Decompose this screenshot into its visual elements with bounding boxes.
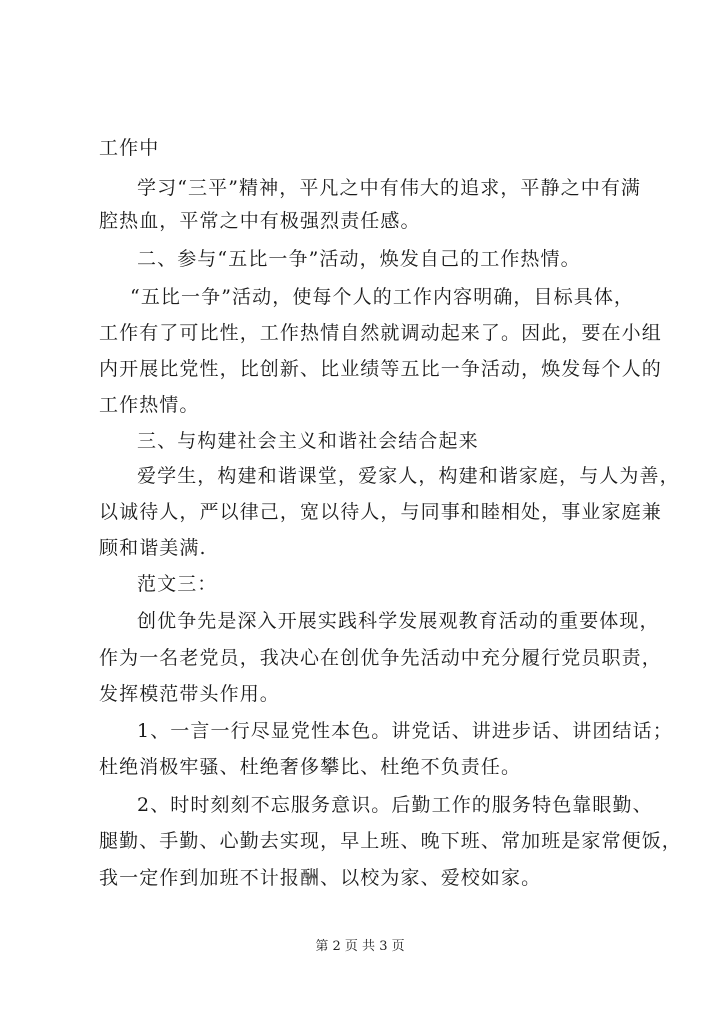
text-line: 创优争先是深入开展实践科学发展观教育活动的重要体现， xyxy=(137,610,660,632)
text-line: 工作中 xyxy=(99,137,160,159)
section-heading: 范文三： xyxy=(137,573,218,595)
text-line: 顾和谐美满. xyxy=(99,537,207,559)
text-line: 腔热血，平常之中有极强烈责任感。 xyxy=(99,210,421,232)
text-line: 我一定作到加班不计报酬、以校为家、爱校如家。 xyxy=(99,867,542,889)
section-heading: 三、与构建社会主义和谐社会结合起来 xyxy=(137,430,479,452)
text-line: 以诚待人，严以律己，宽以待人，与同事和睦相处，事业家庭兼 xyxy=(99,501,662,523)
text-line: 爱学生，构建和谐课堂，爱家人，构建和谐家庭，与人为善， xyxy=(137,465,680,487)
text-line: 2、时时刻刻不忘服务意识。后勤工作的服务特色靠眼勤、 xyxy=(137,794,653,816)
text-line: 发挥模范带头作用。 xyxy=(99,683,280,705)
text-line: 腿勤、手勤、心勤去实现，早上班、晚下班、常加班是家常便饭， xyxy=(99,830,682,852)
text-line: 作为一名老党员，我决心在创优争先活动中充分履行党员职责， xyxy=(99,647,662,669)
page-number-footer: 第 2 页 共 3 页 xyxy=(315,939,405,954)
text-line: “五比一争”活动，使每个人的工作内容明确，目标具体， xyxy=(130,286,635,308)
text-line: 工作有了可比性，工作热情自然就调动起来了。因此，要在小组 xyxy=(99,322,662,344)
text-line: 杜绝消极牢骚、杜绝奢侈攀比、杜绝不负责任。 xyxy=(99,756,522,778)
text-line: 1、一言一行尽显党性本色。讲党话、讲进步话、讲团结话； xyxy=(137,720,673,742)
text-line: 工作热情。 xyxy=(99,394,200,416)
text-line: 内开展比党性，比创新、比业绩等五比一争活动，焕发每个人的 xyxy=(99,358,662,380)
text-line: 学习“三平”精神，平凡之中有伟大的追求，平静之中有满 xyxy=(137,177,642,199)
section-heading: 二、参与“五比一争”活动，焕发自己的工作热情。 xyxy=(137,248,581,270)
